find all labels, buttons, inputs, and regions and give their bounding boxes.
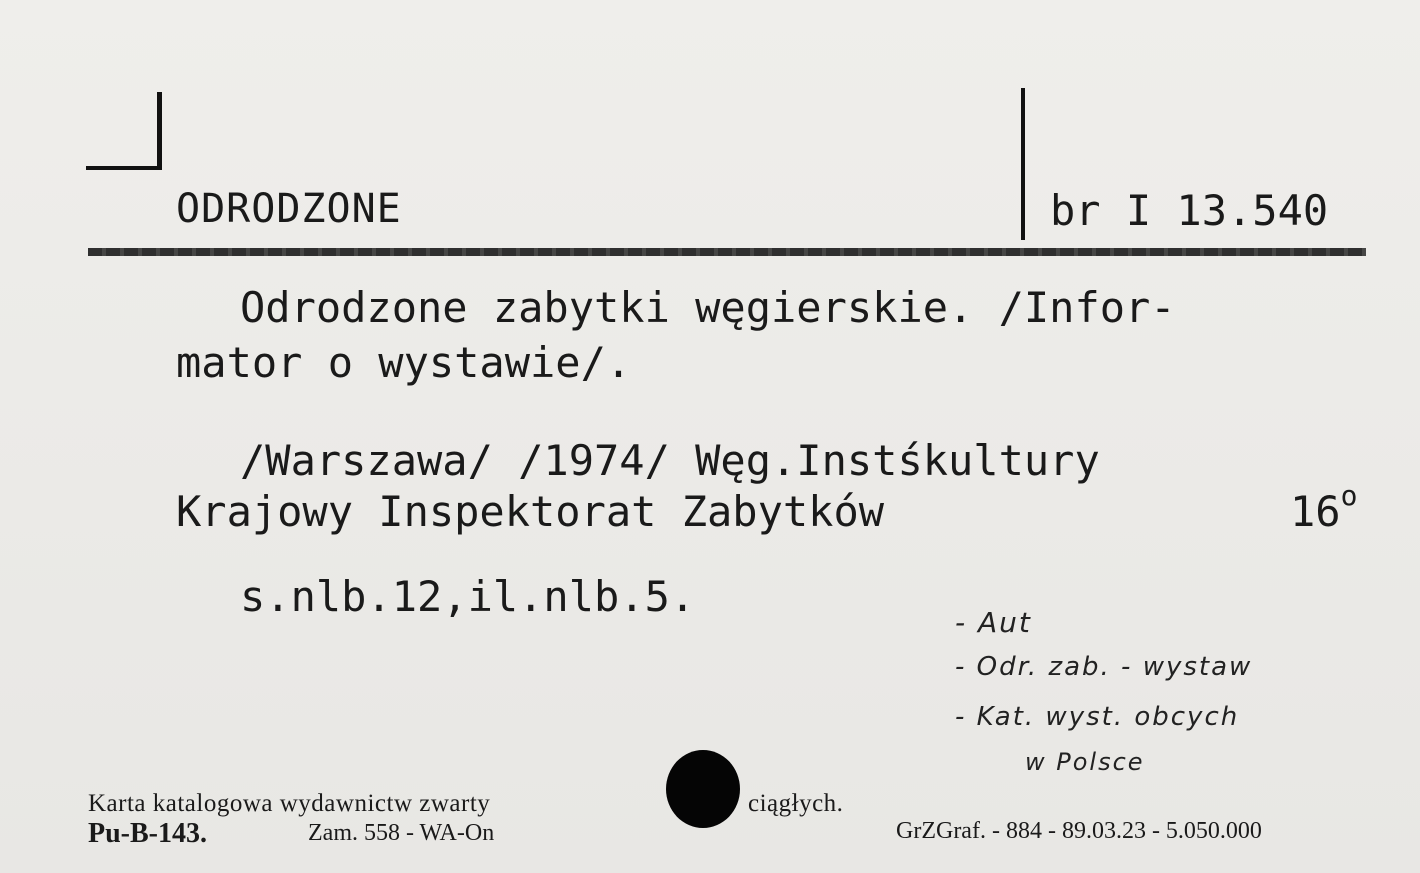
title-line-1: Odrodzone zabytki węgierskie. /Infor- (240, 283, 1176, 332)
heading: ODRODZONE (176, 186, 402, 232)
imprint-line-2: Krajowy Inspektorat Zabytków (176, 487, 885, 536)
order-number: Zam. 558 - WA-On (308, 820, 495, 846)
format-superscript: o (1340, 479, 1358, 512)
card-type-left: Karta katalogowa wydawnictw zwarty (88, 790, 491, 817)
vertical-separator (1021, 88, 1025, 240)
printer-info: GrZGraf. - 884 - 89.03.23 - 5.050.000 (896, 818, 1262, 844)
call-number: br I 13.540 (1050, 186, 1329, 235)
corner-mark-base (86, 166, 162, 170)
form-code: Pu-B-143. (88, 818, 207, 849)
corner-mark (157, 92, 162, 170)
title-line-2: mator o wystawie/. (176, 338, 632, 387)
format-value: 16 (1290, 487, 1341, 536)
punch-hole (666, 750, 740, 828)
imprint-line-1: /Warszawa/ /1974/ Węg.Instśkultury (240, 436, 1100, 485)
handwritten-note-3: - Kat. wyst. obcych (955, 702, 1240, 732)
format-size (1290, 479, 1358, 536)
collation: s.nlb.12,il.nlb.5. (240, 572, 696, 621)
heading-rule (88, 248, 1366, 256)
handwritten-note-2: - Odr. zab. - wystaw (955, 652, 1253, 682)
handwritten-note-4: w Polsce (1025, 748, 1145, 776)
handwritten-note-1: - Aut (955, 606, 1032, 639)
card-type-right: ciągłych. (748, 790, 844, 817)
